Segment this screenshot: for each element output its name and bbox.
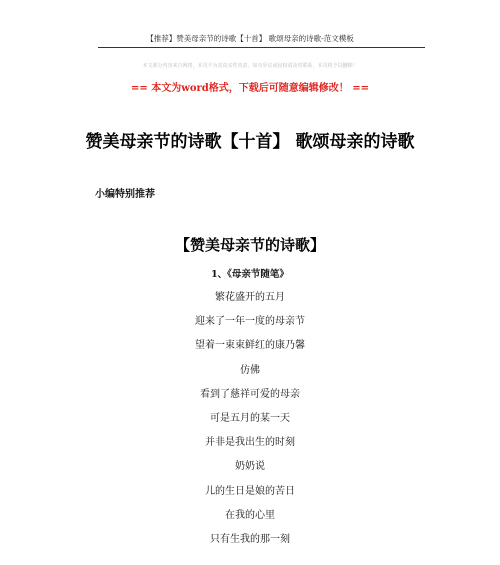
editable-notice: == 本文为word格式，下载后可随意编辑修改！ == bbox=[130, 83, 370, 94]
poem-line: 迎来了一年一度的母亲节 bbox=[195, 316, 305, 328]
poem-line: 奶奶说 bbox=[235, 461, 265, 473]
poem-line: 儿的生日是娘的苦日 bbox=[205, 485, 295, 497]
poem-line: 望着一束束鲜红的康乃馨 bbox=[195, 340, 305, 352]
poem-line: 在我的心里 bbox=[225, 509, 275, 521]
poem-line: 看到了慈祥可爱的母亲 bbox=[200, 388, 300, 400]
section-title: 【赞美母亲节的诗歌】 bbox=[174, 236, 325, 254]
document-title: 赞美母亲节的诗歌【十首】 歌颂母亲的诗歌 bbox=[85, 132, 415, 152]
poem-line: 可是五月的某一天 bbox=[210, 412, 290, 424]
header-divider bbox=[98, 47, 425, 48]
poem-line: 繁花盛开的五月 bbox=[215, 292, 285, 303]
disclaimer-text: 本文部分内容来自网络，本司不为其真实性负责，如有异议或侵权请及时联系，本司将予以删除！ bbox=[142, 63, 358, 69]
poem-line: 只有生我的那一刻 bbox=[210, 533, 290, 545]
poem-line: 仿佛 bbox=[240, 364, 260, 376]
running-header: 【推荐】赞美母亲节的诗歌【十首】 歌颂母亲的诗歌-范文模板 bbox=[146, 34, 354, 43]
editor-pick-label: 小编特别推荐 bbox=[95, 189, 155, 200]
poem-line: 并非是我出生的时刻 bbox=[205, 437, 295, 449]
poem-heading: 1、《母亲节随笔》 bbox=[211, 269, 289, 280]
poem-body bbox=[0, 291, 500, 557]
